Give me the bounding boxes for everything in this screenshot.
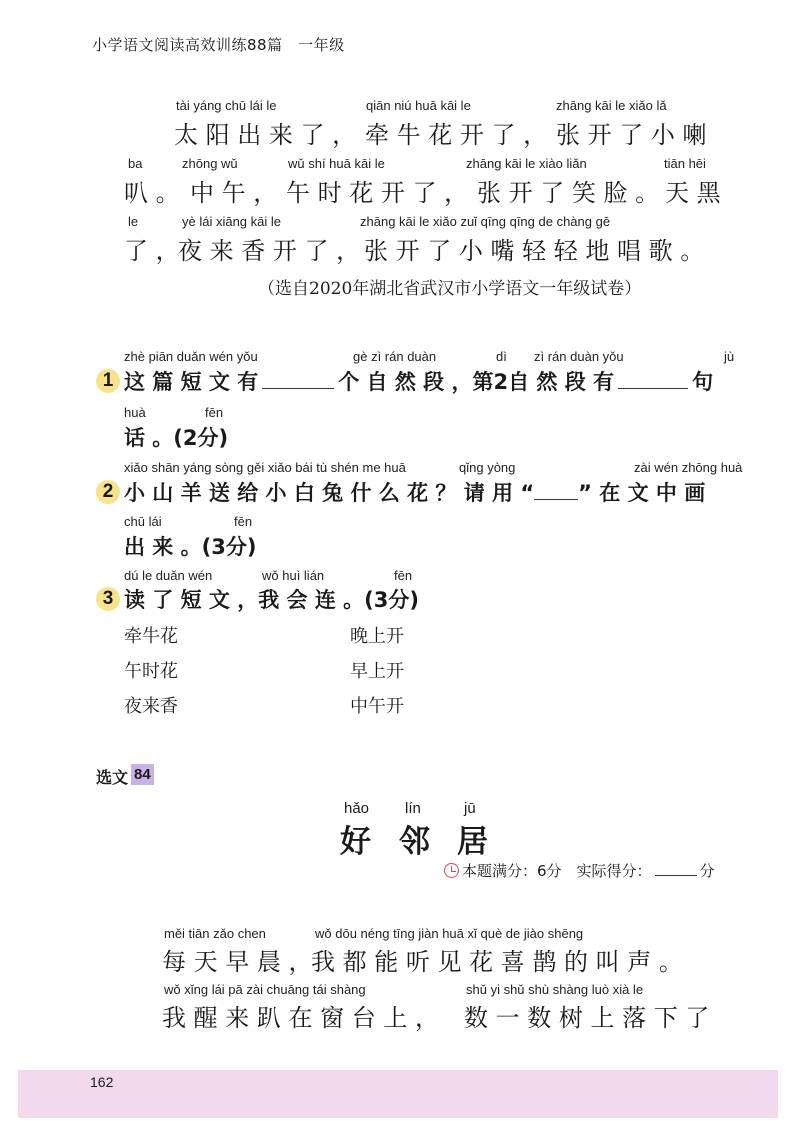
question-text: 读 了 短 文 ，我 会 连 。(3分) <box>124 588 419 612</box>
pinyin: chū lái <box>124 514 162 529</box>
selection-title: 居 <box>457 824 488 860</box>
passage-text: 张 开 了 笑 脸 。 <box>477 179 660 207</box>
book-header: 小学语文阅读高效训练88篇 一年级 <box>92 36 345 54</box>
passage-text: 夜 来 香 开 了 ， <box>178 237 361 265</box>
pinyin: wǒ dōu néng tīng jiàn huā xǐ què de jiào shēng <box>315 926 584 941</box>
pinyin: tiān hēi <box>664 156 706 171</box>
match-left-item[interactable]: 夜来香 <box>124 696 178 717</box>
selection-title: 好 <box>340 824 371 860</box>
pinyin: zài wén zhōng huà <box>634 460 743 475</box>
pinyin: zhāng kāi le xiào liǎn <box>466 156 587 171</box>
pinyin: huà <box>124 405 146 420</box>
pinyin: dú le duǎn wén <box>124 568 213 583</box>
pinyin: qǐng yòng <box>459 460 516 475</box>
passage-text: 中 午 ， <box>190 179 278 207</box>
selection-label: 选文 <box>96 768 129 787</box>
passage-text: 张 开 了 小 喇 <box>556 121 707 149</box>
pinyin: zhè piān duǎn wén yǒu <box>124 349 258 364</box>
question-text: 话 。(2分) <box>124 426 229 450</box>
pinyin: qiān niú huā kāi le <box>366 98 471 113</box>
passage-text: 了 ， <box>124 237 180 265</box>
question-text: 出 来 。(3分) <box>124 535 257 559</box>
pinyin: jù <box>724 349 735 364</box>
pinyin: tài yáng chū lái le <box>176 98 277 113</box>
match-right-item[interactable]: 晚上开 <box>350 626 404 647</box>
pinyin: shǔ yi shǔ shù shàng luò xià le <box>466 982 644 997</box>
score-unit: 分 <box>699 862 715 880</box>
match-right-item[interactable]: 早上开 <box>350 661 404 682</box>
question-number: 3 <box>96 587 120 611</box>
passage-text: 我 都 能 听 见 花 喜 鹊 的 叫 声 。 <box>311 948 683 976</box>
pinyin: ba <box>128 156 143 171</box>
question-number: 1 <box>96 369 120 393</box>
pinyin: zì rán duàn yǒu <box>534 349 624 364</box>
pinyin: měi tiān zǎo chen <box>164 926 266 941</box>
pinyin: dì <box>496 349 507 364</box>
pinyin: zhōng wǔ <box>182 156 238 171</box>
match-right-item[interactable]: 中午开 <box>350 696 404 717</box>
pinyin: wǒ huì lián <box>262 568 325 583</box>
title-pinyin: lín <box>405 800 421 817</box>
pinyin: zhāng kāi le xiǎo zuǐ qīng qīng de chàng gē <box>360 214 611 229</box>
answer-blank[interactable] <box>262 388 334 389</box>
passage-text: 每 天 早 晨 ， <box>162 948 313 976</box>
pinyin: gè zì rán duàn <box>353 349 437 364</box>
clock-icon <box>444 863 459 878</box>
pinyin: le <box>128 214 139 229</box>
passage-text: 牵 牛 花 开 了 ， <box>365 121 548 149</box>
score-box <box>444 860 715 881</box>
score-blank[interactable] <box>655 875 697 876</box>
pinyin: fēn <box>394 568 413 583</box>
pinyin: xiǎo shān yáng sòng gěi xiǎo bái tù shén me huā <box>124 460 406 475</box>
passage-text: 叭 。 <box>124 179 180 207</box>
footer-band <box>18 1070 778 1118</box>
pinyin: fēn <box>205 405 224 420</box>
pinyin: fēn <box>234 514 253 529</box>
question-text: 这 篇 短 文 有 个 自 然 段 ，第2自 然 段 有 句 <box>124 370 714 394</box>
passage-text: 太 阳 出 来 了 ， <box>174 121 357 149</box>
title-pinyin: hǎo <box>344 800 370 817</box>
passage-text: 张 开 了 小 嘴 轻 轻 地 唱 歌 。 <box>364 237 705 265</box>
answer-blank[interactable] <box>618 388 688 389</box>
passage-text: 天 黑 <box>665 179 721 207</box>
passage-text: 数 一 数 树 上 落 下 了 <box>464 1004 710 1032</box>
selection-number-badge: 84 <box>131 764 154 785</box>
title-pinyin: jū <box>464 800 476 817</box>
passage-source: （选自2020年湖北省武汉市小学语文一年级试卷） <box>258 279 642 299</box>
pinyin: wǒ xǐng lái pā zài chuāng tái shàng <box>164 982 366 997</box>
match-left-item[interactable]: 牵牛花 <box>124 626 178 647</box>
answer-blank[interactable] <box>534 499 578 500</box>
selection-title: 邻 <box>399 824 430 860</box>
score-label: 本题满分：6分 实际得分： <box>462 862 652 880</box>
pinyin: wǔ shí huā kāi le <box>288 156 385 171</box>
match-left-item[interactable]: 午时花 <box>124 661 178 682</box>
question-text: 小 山 羊 送 给 小 白 兔 什 么 花 ？ 请 用 “ ” 在 文 中 画 <box>124 481 706 505</box>
question-number: 2 <box>96 480 120 504</box>
passage-text: 午 时 花 开 了 ， <box>286 179 469 207</box>
pinyin: zhāng kāi le xiǎo lǎ <box>556 98 667 113</box>
pinyin: yè lái xiāng kāi le <box>182 214 281 229</box>
page-number: 162 <box>90 1074 114 1090</box>
passage-text: 我 醒 来 趴 在 窗 台 上 ， <box>162 1004 440 1032</box>
